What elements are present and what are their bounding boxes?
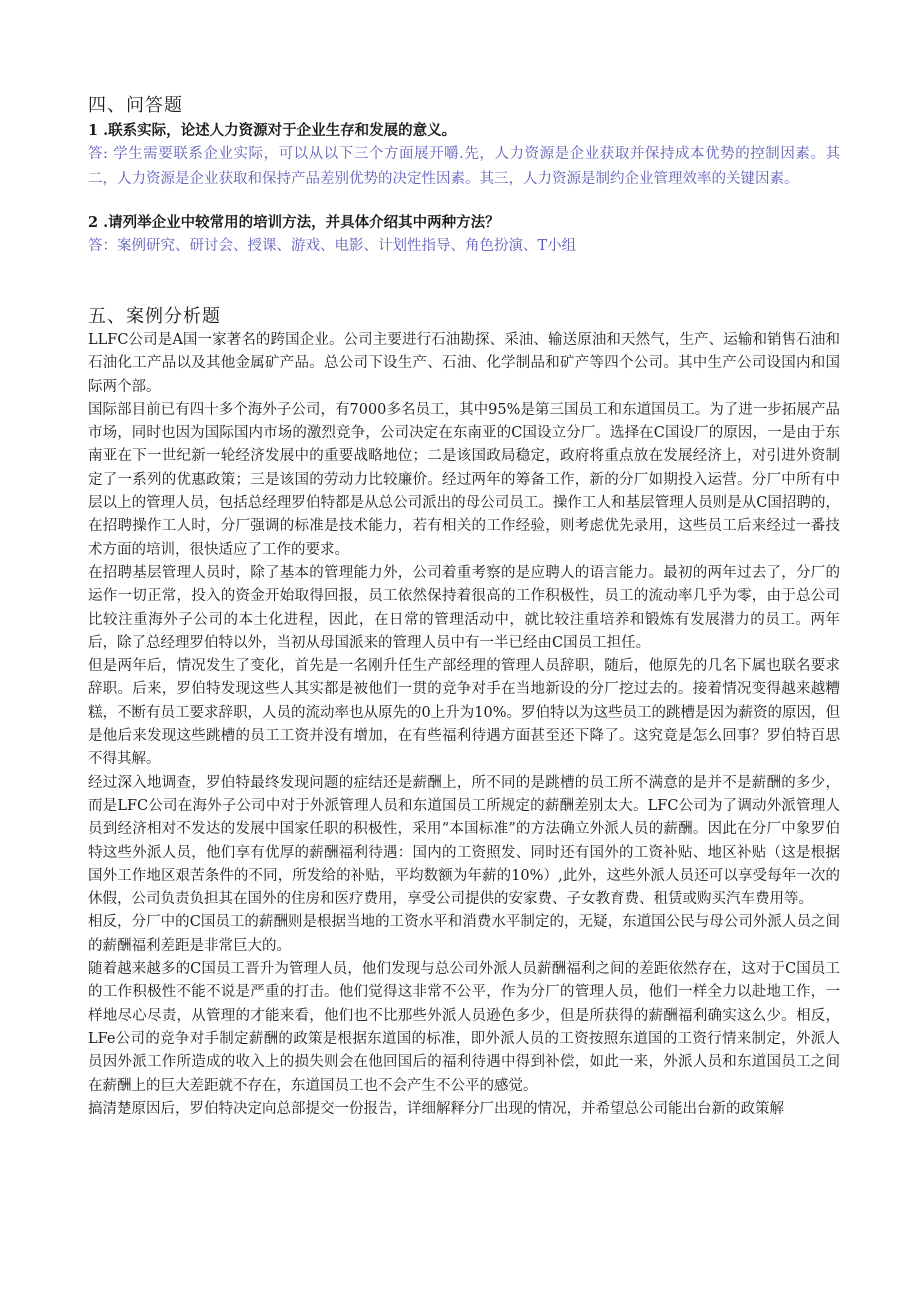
question-1: 1 .联系实际，论述人力资源对于企业生存和发展的意义。 bbox=[88, 122, 457, 139]
question-2: 2 .请列举企业中较常用的培训方法，并具体介绍其中两种方法？ bbox=[88, 214, 500, 231]
case-paragraph: 随着越来越多的C国员工晋升为管理人员，他们发现与总公司外派人员薪酬福利之间的差距依然存在，这对于C国员工的工作积极性不能不说是严重的打击。他们觉得这非常不公平，作为分厂的管理人员，他们一样全力以赴地工作，一样地尽心尽责，从管理的才能来看，他们也不比那些外派人员逊色多少，但是所获得的薪酬福利确实这么少。相反，LFe公司的竞争对手制定薪酬的政策是根据东道国的标准，即外派人员的工资按照东道国的工资行情来制定，外派人员因外派工作所造成的收入上的损失则会在他回国后的福利待遇中得到补偿，如此一来，外派人员和东道国员工之间在薪酬上的巨大差距就不存在，东道国员工也不会产生不公平的感觉。 bbox=[88, 961, 840, 1094]
case-paragraph: 但是两年后，情况发生了变化，首先是一名刚升任生产部经理的管理人员辞职，随后，他原先的几名下属也联名要求辞职。后来，罗伯特发现这些人其实都是被他们一贯的竞争对手在当地新设的分厂挖过去的。接着情况变得越来越糟糕，不断有员工要求辞职，人员的流动率也从原先的0上升为10%。罗伯特以为这些员工的跳槽是因为薪资的原因，但是他后来发现这些跳槽的员工工资并没有增加，在有些福利待遇方面甚至还下降了。这究竟是怎么回事？罗伯特百思不得其解。 bbox=[88, 658, 840, 768]
spacer bbox=[88, 192, 840, 210]
case-paragraph: LLFC公司是A国一家著名的跨国企业。公司主要进行石油勘探、采油、输送原油和天然气，生产、运输和销售石油和石油化工产品以及其他金属矿产品。总公司下设生产、石油、化学制品和矿产等四个公司。其中生产公司设国内和国际两个部。 bbox=[88, 332, 840, 395]
case-paragraph: 相反，分厂中的C国员工的薪酬则是根据当地的工资水平和消费水平制定的，无疑，东道国公民与母公司外派人员之间的薪酬福利差距是非常巨大的。 bbox=[88, 914, 840, 954]
section-5-title: 五、案例分析题 bbox=[88, 306, 221, 327]
answer-2: 答：案例研究、研讨会、授课、游戏、电影、计划性指导、角色扮演、T小组 bbox=[88, 238, 577, 254]
case-paragraph: 经过深入地调查，罗伯特最终发现问题的症结还是薪酬上，所不同的是跳槽的员工所不满意的是并不是薪酬的多少，而是LFC公司在海外子公司中对于外派管理人员和东道国员工所规定的薪酬差别太大。LFC公司为了调动外派管理人员到经济相对不发达的发展中国家任职的积极性，采用“本国标准”的方法确立外派人员的薪酬。因此在分厂中象罗伯特这些外派人员，他们享有优厚的薪酬福利待遇：国内的工资照发、同时还有国外的工资补贴、地区补贴（这是根据国外工作地区艰苦条件的不同，所发给的补贴，平均数额为年薪的10%）,此外，这些外派人员还可以享受每年一次的休假，公司负责负担其在国外的住房和医疗费用，享受公司提供的安家费、子女教育费、租赁或购买汽车费用等。 bbox=[88, 774, 840, 908]
case-paragraph: 国际部目前已有四十多个海外子公司，有7000多名员工，其中95%是第三国员工和东道国员工。为了进一步拓展产品市场，同时也因为国际国内市场的激烈竞争，公司决定在东南亚的C国设立分厂。选择在C国设厂的原因，一是由于东南亚在下一世纪新一轮经济发展中的重要战略地位；二是该国政局稳定，政府将重点放在发展经济上，对引进外资制定了一系列的优惠政策；三是该国的劳动力比较廉价。经过两年的筹备工作，新的分厂如期投入运营。分厂中所有中层以上的管理人员，包括总经理罗伯特都是从总公司派出的母公司员工。操作工人和基层管理人员则是从C国招聘的，在招聘操作工人时，分厂强调的标准是技术能力，若有相关的工作经验，则考虑优先录用，这些员工后来经过一番技术方面的培训，很快适应了工作的要求。 bbox=[88, 401, 840, 558]
case-paragraph: 搞清楚原因后，罗伯特决定向总部提交一份报告，详细解释分厂出现的情况，并希望总公司能出台新的政策解 bbox=[88, 1100, 784, 1117]
section-4-title: 四、问答题 bbox=[88, 95, 183, 116]
spacer bbox=[88, 259, 840, 305]
answer-1: 答: 学生需要联系企业实际，可以从以下三个方面展开嚼.先，人力资源是企业获取并保持成本优势的控制因素。其二，人力资源是企业获取和保持产品差别优势的决定性因素。其三，人力资源是制约企业管理效率的关键因素。 bbox=[88, 146, 840, 187]
case-paragraph: 在招聘基层管理人员时，除了基本的管理能力外，公司着重考察的是应聘人的语言能力。最初的两年过去了，分厂的运作一切正常，投入的资金开始取得回报，员工依然保持着很高的工作积极性，员工的流动率几乎为零，由于总公司比较注重海外子公司的本土化进程，因此，在日常的管理活动中，就比较注重培养和锻炼有发展潜力的员工。两年后，除了总经理罗伯特以外，当初从母国派来的管理人员中有一半已经由C国员工担任。 bbox=[88, 564, 840, 651]
document-page bbox=[88, 94, 840, 1121]
